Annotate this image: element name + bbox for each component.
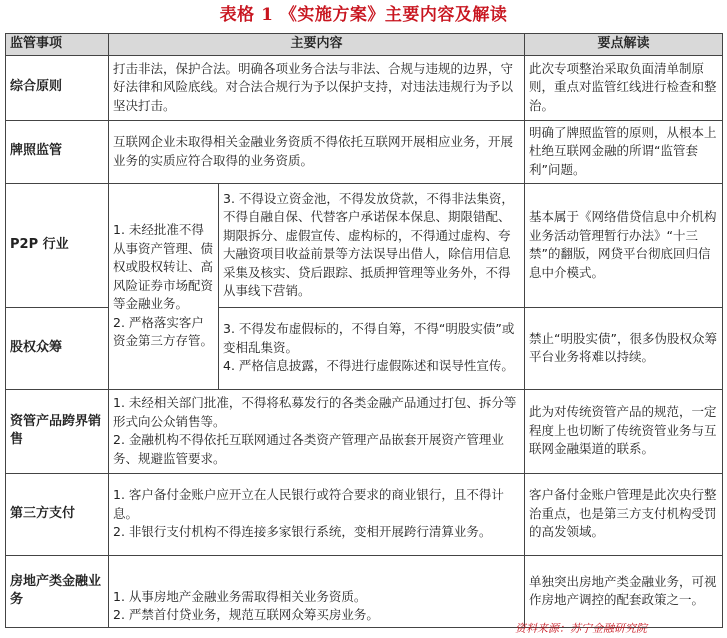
table-row-payment xyxy=(6,473,723,555)
content-general: 打击非法，保护合法。明确各项业务合法与非法、合规与违规的边界，守好法律和风险底线。对合法合规行为予以保护支持，对违法违规行为予以坚决打击。 xyxy=(109,55,525,120)
list-item: 2. 金融机构不得依托互联网通过各类资产管理产品嵌套开展资产管理业务、规避监管要求。 xyxy=(113,432,504,466)
list-item: 1. 未经相关部门批准，不得将私募发行的各类金融产品通过打包、拆分等形式向公众销售等。 xyxy=(113,395,517,429)
list-item: 3. 不得发布虚假标的，不得自筹，不得“明股实债”或变相乱集资。 xyxy=(223,321,515,355)
content-real-estate xyxy=(109,555,525,627)
interpretation-crowdfunding: 禁止“明股实债”，很多伪股权众筹平台业务将难以持续。 xyxy=(525,307,723,389)
list-item: 2. 严格落实客户资金第三方存管。 xyxy=(113,314,214,349)
interpretation-license: 明确了牌照监管的原则，从根本上杜绝互联网金融的所谓“监管套利”问题。 xyxy=(525,120,723,183)
list-item: 2. 非银行支付机构不得连接多家银行系统，变相开展跨行清算业务。 xyxy=(113,524,492,540)
category-p2p: P2P 行业 xyxy=(6,183,109,307)
policy-table xyxy=(5,33,723,628)
list-item: 2. 严禁首付贷业务，规范互联网众筹买房业务。 xyxy=(113,607,379,622)
table-title: 表格 1 《实施方案》主要内容及解读 xyxy=(219,5,508,25)
table-row-real-estate xyxy=(6,555,723,627)
table-row-license xyxy=(6,120,723,183)
content-p2p: 3. 不得设立资金池，不得发放贷款，不得非法集资，不得自融自保、代替客户承诺保本保息、期限错配、期限拆分、虚假宣传、虚构标的，不得通过虚构、夸大融资项目收益前景等方法误导出借人，除信用信息采集及核实、贷后跟踪、抵质押管理等业务外，不得从事线下营销。 xyxy=(219,183,525,307)
category-crowdfunding: 股权众筹 xyxy=(6,307,109,389)
list-item: 1. 从事房地产金融业务需取得相关业务资质。 xyxy=(113,588,367,604)
table-header-row xyxy=(6,34,723,56)
category-license: 牌照监管 xyxy=(6,120,109,183)
table-row-asset-mgmt xyxy=(6,389,723,473)
category-general: 综合原则 xyxy=(6,55,109,120)
table-row-general xyxy=(6,55,723,120)
interpretation-general: 此次专项整治采取负面清单制原则，重点对监管红线进行检查和整治。 xyxy=(525,55,723,120)
header-interpretation: 要点解读 xyxy=(525,34,723,56)
interpretation-asset-mgmt: 此为对传统资管产品的规范，一定程度上也切断了传统资管业务与互联网金融渠道的联系。 xyxy=(525,389,723,473)
content-license: 互联网企业未取得相关金融业务资质不得依托互联网开展相应业务，开展业务的实质应符合取得的业务资质。 xyxy=(109,120,525,183)
category-asset-mgmt: 资管产品跨界销售 xyxy=(6,389,109,473)
category-real-estate: 房地产类金融业务 xyxy=(6,555,109,627)
interpretation-real-estate: 单独突出房地产类金融业务，可视作房地产调控的配套政策之一。 xyxy=(525,555,723,627)
list-item: 1. 未经批准不得从事资产管理、债权或股权转让、高风险证券市场配资等金融业务。 xyxy=(113,222,214,312)
table-row-p2p xyxy=(6,183,723,307)
header-category: 监管事项 xyxy=(6,34,109,56)
interpretation-p2p: 基本属于《网络借贷信息中介机构业务活动管理暂行办法》“十三禁”的翻版，网贷平台彻底回归信息中介模式。 xyxy=(525,183,723,307)
interpretation-payment: 客户备付金账户管理是此次央行整治重点，也是第三方支付机构受罚的高发领域。 xyxy=(525,473,723,555)
list-item: 4. 严格信息披露，不得进行虚假陈述和误导性宣传。 xyxy=(223,358,514,374)
category-payment: 第三方支付 xyxy=(6,473,109,555)
header-content: 主要内容 xyxy=(109,34,525,56)
content-p2p-shared xyxy=(109,183,219,389)
content-asset-mgmt xyxy=(109,389,525,473)
source-note: 资料来源：苏宁金融研究院 xyxy=(515,622,647,635)
content-payment xyxy=(109,473,525,555)
content-crowdfunding xyxy=(219,307,525,389)
list-item: 1. 客户备付金账户应开立在人民银行或符合要求的商业银行，且不得计息。 xyxy=(113,487,504,521)
